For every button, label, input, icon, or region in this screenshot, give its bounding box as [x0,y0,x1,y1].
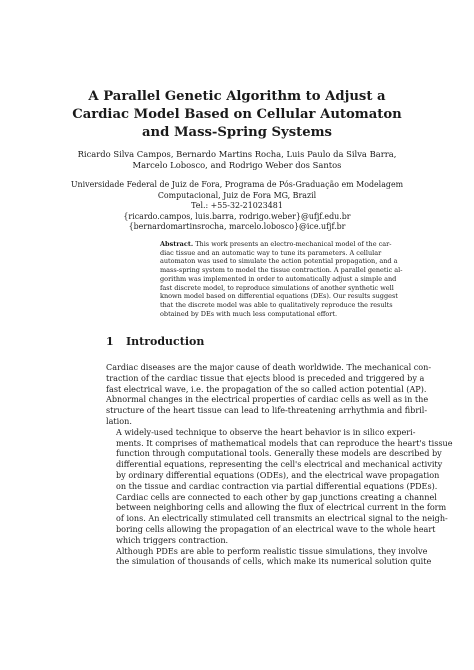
text-line: on the tissue and cardiac contraction via partial differential equations (PDEs). [116,480,438,491]
section-number: 1 [106,335,114,348]
abstract-line: that the discrete model was able to qualitatively reproduce the results [160,300,393,309]
text-line: structure of the heart tissue can lead to life-threatening arrhythmia and fibril- [106,405,428,416]
abstract-line: diac tissue and an automatic way to tune its parameters. A cellular [160,248,382,257]
email-line: {ricardo.campos, luis.barra, rodrigo.weber}@ufjf.edu.br [123,211,351,221]
affiliation-line: Computacional, Juiz de Fora MG, Brazil [157,190,317,200]
affiliation-block [60,180,414,233]
authors-line: Ricardo Silva Campos, Bernardo Martins Rocha, Luis Paulo da Silva Barra, [77,149,397,159]
text-line: ments. It comprises of mathematical models that can reproduce the heart's tissue [116,437,453,448]
phone-line: Tel.: +55-32-21023481 [191,201,283,210]
abstract-label: Abstract. [160,240,194,248]
text-line: Cardiac cells are connected to each other by gap junctions creating a channel [116,491,437,502]
text-line: which triggers contraction. [116,534,229,545]
abstract-line: mass-spring system to model the tissue contraction. A parallel genetic al- [160,266,403,275]
email-line: {bernardomartinsrocha, marcelo.lobosco}@ice.ufjf.br [128,222,346,231]
text-line: boring cells allowing the propagation of an electrical wave to the whole heart [116,523,436,534]
text-line: the simulation of thousands of cells, which make its numerical solution quite [116,556,432,567]
text-line: differential equations, representing the cell's electrical and mechanical activity [116,459,443,470]
abstract-line: automaton was used to simulate the action potential propagation, and a [160,257,398,266]
title-line: and Mass-Spring Systems [142,125,332,140]
text-line: A widely-used technique to observe the heart behavior is in silico experi- [116,426,416,437]
text-line: fast electrical wave, i.e. the propagation of the so called action potential (AP). [106,383,427,394]
text-line: between neighboring cells and allowing the flux of electrical current in the form [116,502,447,513]
authors-line: Marcelo Lobosco, and Rodrigo Weber dos Santos [132,160,342,170]
body-text [106,362,453,567]
abstract-line: This work presents an electro-mechanical model of the car- [195,240,392,248]
text-line: traction of the cardiac tissue that ejects blood is preceded and triggered by a [106,372,425,383]
abstract-line: known model based on differential equations (DEs). Our results suggest [160,292,398,301]
abstract-line: obtained by DEs with much less computational effort. [160,309,338,318]
text-line: Abnormal changes in the electrical properties of cardiac cells as well as in the [106,394,429,405]
abstract-line: fast discrete model, to reproduce simulations of another synthetic well [160,283,394,292]
section-title: Introduction [126,335,205,348]
text-line: of ions. An electrically stimulated cell transmits an electrical signal to the neigh- [116,513,448,524]
paragraph [106,545,432,568]
paper-title [60,88,414,142]
author-list [60,149,414,171]
title-line: A Parallel Genetic Algorithm to Adjust a [88,89,386,104]
paragraph [106,426,453,546]
title-line: Cardiac Model Based on Cellular Automaton [72,107,402,122]
section-heading [106,335,386,349]
paragraph [106,362,432,427]
affiliation-line: Universidade Federal de Juiz de Fora, Programa de Pós-Graduação em Modelagem [70,180,404,189]
abstract-first-line [160,240,392,249]
text-line: lation. [106,415,132,426]
abstract-line: gorithm was implemented in order to automatically adjust a simple and [160,274,397,283]
text-line: Although PDEs are able to perform realistic tissue simulations, they involve [116,545,428,556]
text-line: function through computational tools. Generally these models are described by [116,448,442,459]
text-line: Cardiac diseases are the major cause of death worldwide. The mechanical con- [106,362,432,372]
text-line: by ordinary differential equations (ODEs), and the electrical wave propagation [116,469,440,480]
abstract [160,240,403,318]
